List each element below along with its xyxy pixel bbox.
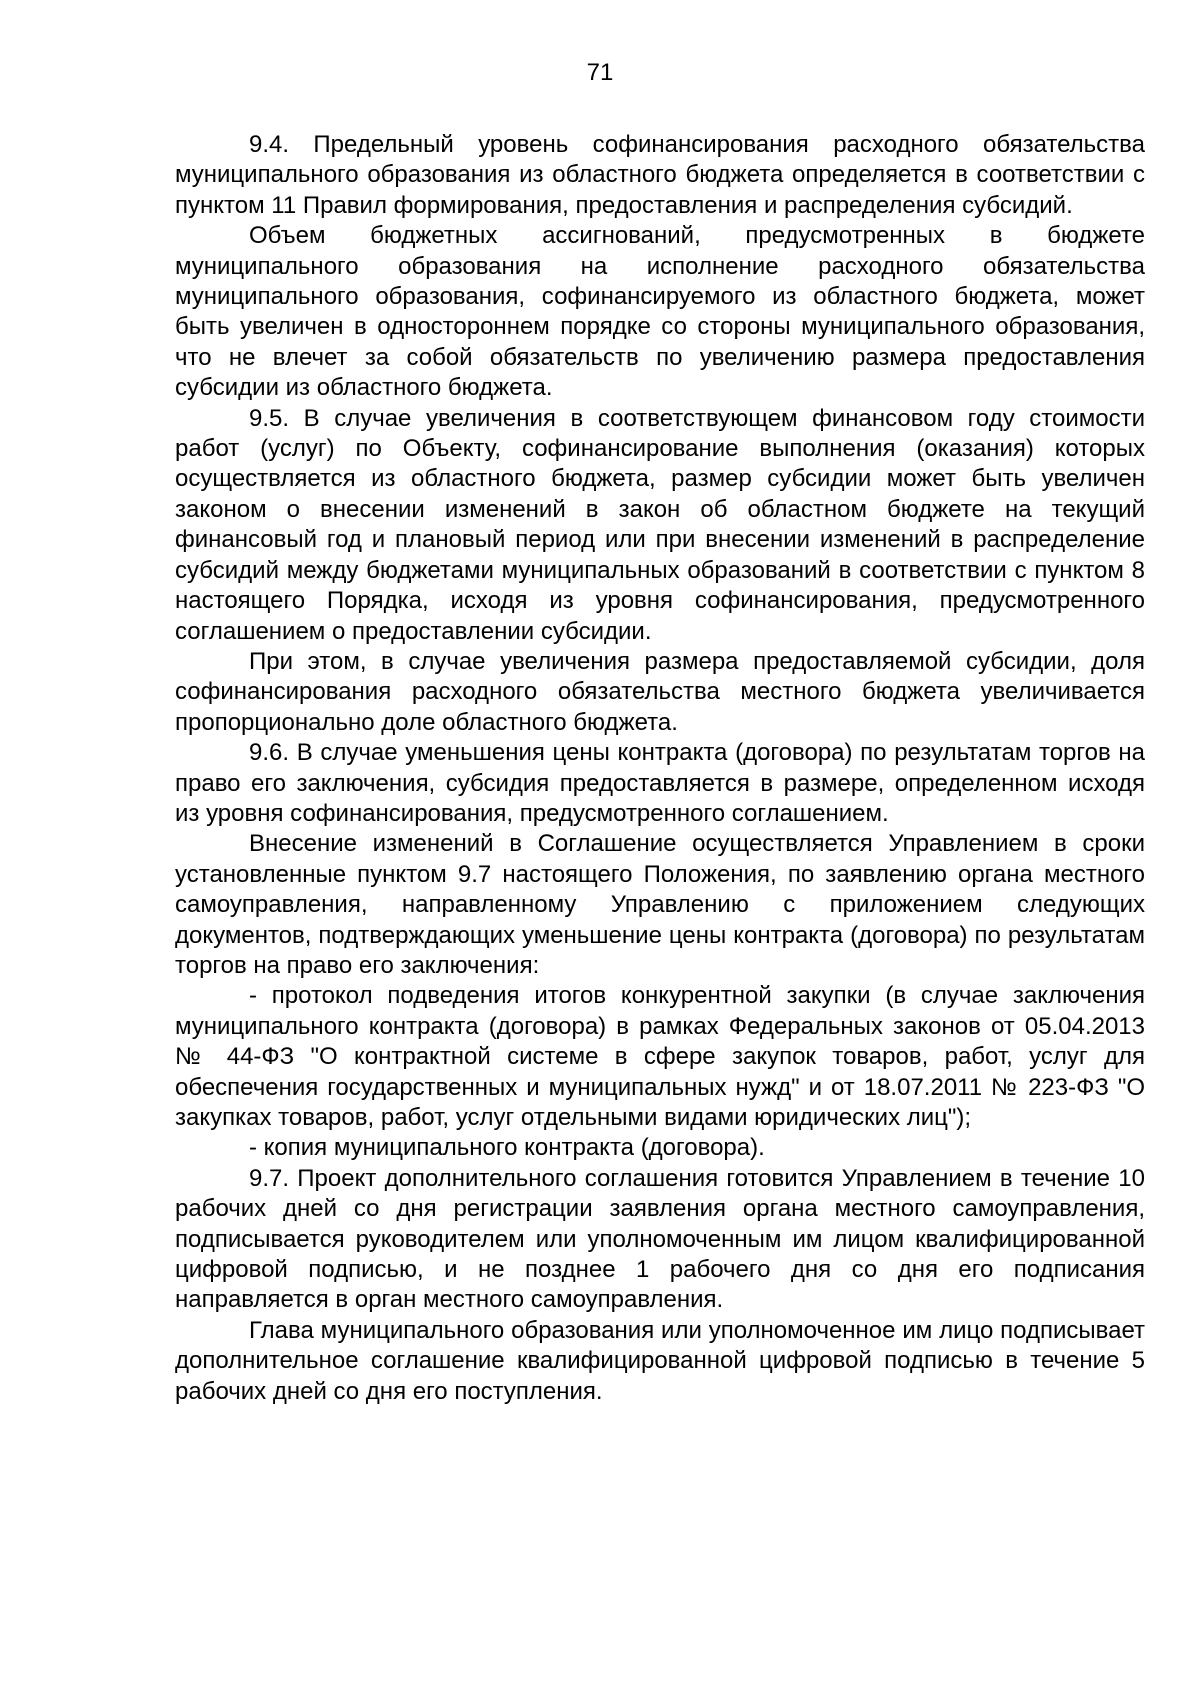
paragraph-9-4: 9.4. Предельный уровень софинансирования расходного обязательства муниципального образования из областного бюджета определяется в соответствии с пунктом 11 Правил формирования, предоставления и распределения субсидий. <box>175 131 1145 219</box>
paragraph-cofinancing-share: При этом, в случае увеличения размера предоставляемой субсидии, доля софинансирования расходного обязательства местного бюджета увеличивается пропорционально доле областного бюджета. <box>175 647 1145 736</box>
paragraph-agreement-changes: Внесение изменений в Соглашение осуществляется Управлением в сроки установленные пунктом 9.7 настоящего Положения, по заявлению органа местного самоуправления, направленному Управлению с приложением следующих документов, подтверждающих уменьшение цены контракта (договора) по результатам торгов на право его заключения: <box>175 830 1145 979</box>
document-body <box>175 130 1145 1407</box>
list-item-protocol: - протокол подведения итогов конкурентной закупки (в случае заключения муниципального контракта (договора) в рамках Федеральных законов от 05.04.2013 № 44-ФЗ "О контрактной системе в сфере закупок товаров, работ, услуг для обеспечения государственных и муниципальных нужд" и от 18.07.2011 № 223-ФЗ "О закупках товаров, работ, услуг отдельными видами юридических лиц"); <box>175 982 1145 1131</box>
list-item-contract-copy: - копия муниципального контракта (договора). <box>249 1134 765 1162</box>
paragraph-head-signature: Глава муниципального образования или уполномоченное им лицо подписывает дополнительное соглашение квалифицированной цифровой подписью в течение 5 рабочих дней со дня его поступления. <box>175 1316 1145 1405</box>
paragraph-9-6: 9.6. В случае уменьшения цены контракта (договора) по результатам торгов на право его заключения, субсидия предоставляется в размере, определенном исходя из уровня софинансирования, предусмотренного соглашением. <box>175 739 1145 827</box>
page-number: 71 <box>586 59 614 86</box>
paragraph-budget-allocations: Объем бюджетных ассигнований, предусмотренных в бюджете муниципального образования на исполнение расходного обязательства муниципального образования, софинансируемого из областного бюджета, может быть увеличен в одностороннем порядке со стороны муниципального образования, что не влечет за собой обязательств по увеличению размера предоставления субсидии из областного бюджета. <box>175 222 1145 402</box>
paragraph-9-5: 9.5. В случае увеличения в соответствующем финансовом году стоимости работ (услуг) по Объекту, софинансирование выполнения (оказания) которых осуществляется из областного бюджета, размер субсидии может быть увеличен законом о внесении изменений в закон об областном бюджете на текущий финансовый год и плановый период или при внесении изменений в распределение субсидий между бюджетами муниципальных образований в соответствии с пунктом 8 настоящего Порядка, исходя из уровня софинансирования, предусмотренного соглашением о предоставлении субсидии. <box>175 404 1145 645</box>
paragraph-9-7: 9.7. Проект дополнительного соглашения готовится Управлением в течение 10 рабочих дней со дня регистрации заявления органа местного самоуправления, подписывается руководителем или уполномоченным им лицом квалифицированной цифровой подписью, и не позднее 1 рабочего дня со дня его подписания направляется в орган местного самоуправления. <box>175 1164 1145 1314</box>
